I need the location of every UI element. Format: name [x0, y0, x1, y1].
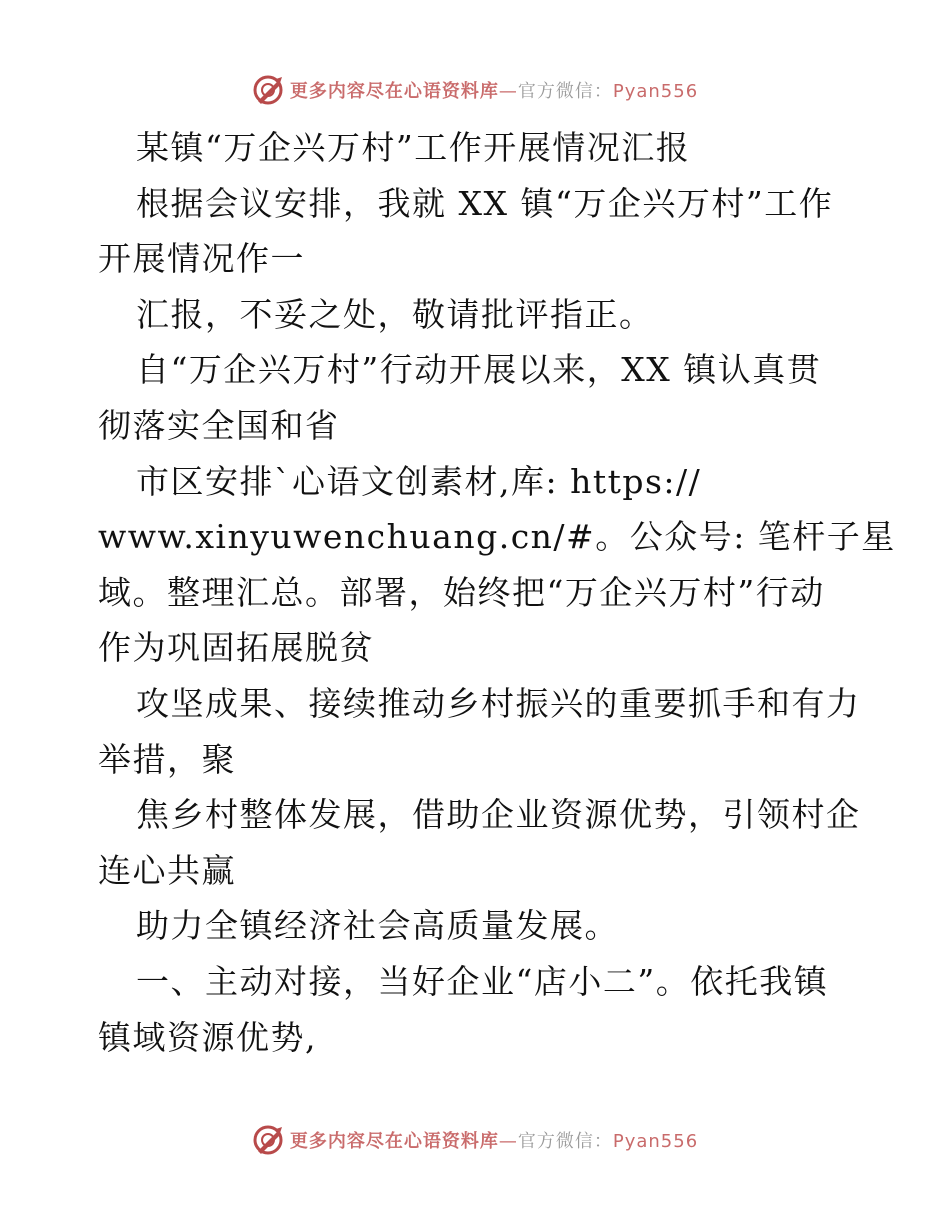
header-banner-main: 更多内容尽在心语资料库 [289, 81, 499, 102]
paragraph-line: 焦乡村整体发展，借助企业资源优势，引领村企 [136, 795, 861, 835]
footer-banner-separator: — [498, 1131, 518, 1152]
paragraph-line: 镇域资源优势, [98, 1017, 317, 1057]
footer-banner-text [290, 1127, 698, 1153]
document-title: 某镇“万企兴万村”工作开展情况汇报 [136, 128, 691, 167]
paragraph-line: 自“万企兴万村”行动开展以来，XX 镇认真贯 [136, 350, 822, 390]
section-heading-line: 一、主动对接，当好企业“店小二”。依托我镇 [136, 961, 829, 1001]
header-banner [0, 70, 950, 110]
footer-banner-wechat-label: 官方微信： [517, 1131, 613, 1152]
footer-banner-main: 更多内容尽在心语资料库 [289, 1131, 499, 1152]
paragraph-line: 市区安排`心语文创素材,库: https:// [136, 461, 702, 501]
paragraph-line: 作为巩固拓展脱贫 [98, 628, 374, 668]
paragraph-line: 连心共赢 [98, 850, 236, 890]
header-banner-text [290, 77, 698, 103]
header-banner-wechat-label: 官方微信： [517, 81, 613, 102]
footer-banner-wechat-id: Pyan556 [612, 1131, 699, 1152]
paragraph-line: 根据会议安排，我就 XX 镇“万企兴万村”工作 [136, 183, 834, 223]
paragraph-line: 开展情况作一 [98, 239, 305, 279]
paragraph-line: 域。整理汇总。部署，始终把“万企兴万村”行动 [98, 572, 825, 612]
document-body [98, 120, 896, 1065]
paragraph-line: www.xinyuwenchuang.cn/#。公众号: 笔杆子星 [98, 517, 896, 557]
paragraph-line: 举措，聚 [98, 739, 236, 779]
paragraph-line: 汇报，不妥之处，敬请批评指正。 [136, 294, 654, 334]
footer-banner [0, 1120, 950, 1160]
header-banner-separator: — [498, 81, 518, 102]
pen-logo-icon [252, 1124, 284, 1156]
paragraph-line: 攻坚成果、接续推动乡村振兴的重要抓手和有力 [136, 683, 861, 723]
header-banner-wechat-id: Pyan556 [612, 81, 699, 102]
pen-logo-icon [252, 74, 284, 106]
paragraph-line: 彻落实全国和省 [98, 405, 340, 445]
paragraph-line: 助力全镇经济社会高质量发展。 [136, 906, 619, 946]
